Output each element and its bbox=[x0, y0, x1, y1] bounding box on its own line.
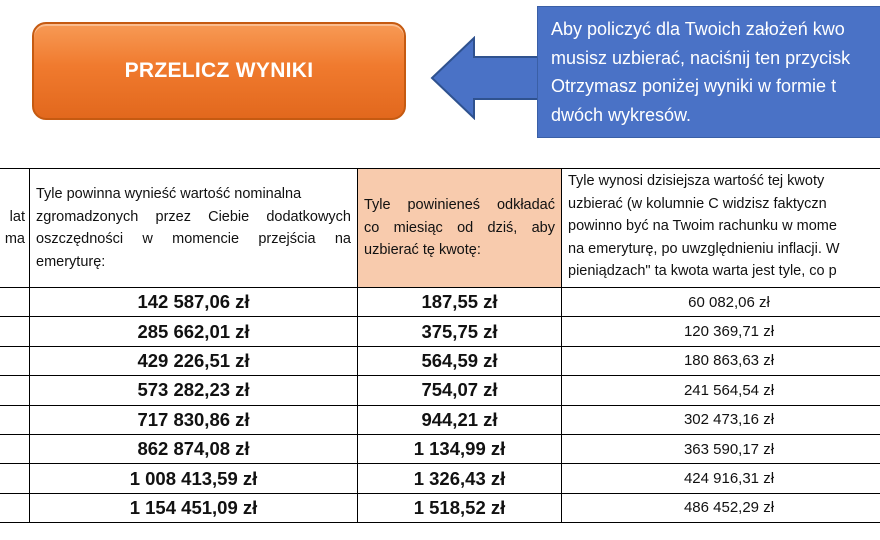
present-value-cell: 180 863,63 zł bbox=[562, 346, 880, 375]
table-row bbox=[0, 493, 880, 522]
nominal-value-cell: 573 282,23 zł bbox=[30, 376, 358, 405]
header-line: uzbierać tę kwotę: bbox=[364, 242, 481, 259]
monthly-saving-cell: 754,07 zł bbox=[358, 376, 562, 405]
header-line: pieniądzach" ta kwota warta jest tyle, co p bbox=[568, 263, 837, 279]
years-cell bbox=[0, 376, 30, 405]
table-row bbox=[0, 464, 880, 493]
present-value-cell: 363 590,17 zł bbox=[562, 434, 880, 463]
nominal-value-cell: 862 874,08 zł bbox=[30, 434, 358, 463]
years-cell bbox=[0, 405, 30, 434]
header-line: na emeryturę, po uwzględnieniu inflacji. W bbox=[568, 240, 840, 257]
header-line: powinno być na Twoim rachunku w mome bbox=[568, 218, 837, 234]
table-row bbox=[0, 405, 880, 434]
nominal-value-cell: 717 830,86 zł bbox=[30, 405, 358, 434]
header-line: co miesiąc od dziś, aby bbox=[364, 219, 555, 236]
present-value-cell: 120 369,71 zł bbox=[562, 317, 880, 346]
header-line: lat bbox=[9, 208, 25, 225]
callout-line: Aby policzyć dla Twoich założeń kwo bbox=[551, 19, 845, 39]
monthly-saving-cell: 564,59 zł bbox=[358, 346, 562, 375]
monthly-saving-cell: 1 518,52 zł bbox=[358, 493, 562, 522]
header-line: oszczędności w momencie przejścia na bbox=[36, 231, 351, 247]
table-row bbox=[0, 434, 880, 463]
header-line: Tyle powinna wynieść wartość nominalna bbox=[36, 186, 302, 202]
header-nominal-value bbox=[30, 169, 358, 288]
monthly-saving-cell: 944,21 zł bbox=[358, 405, 562, 434]
years-cell bbox=[0, 434, 30, 463]
header-line: uzbierać (w kolumnie C widzisz faktyczn bbox=[568, 195, 827, 212]
years-cell bbox=[0, 493, 30, 522]
monthly-saving-cell: 1 326,43 zł bbox=[358, 464, 562, 493]
nominal-value-cell: 285 662,01 zł bbox=[30, 317, 358, 346]
callout-line: Otrzymasz poniżej wyniki w formie t bbox=[551, 76, 837, 96]
header-line: Tyle powinieneś odkładać bbox=[364, 197, 555, 214]
header-years bbox=[0, 169, 30, 288]
left-arrow-icon bbox=[430, 36, 546, 120]
present-value-cell: 302 473,16 zł bbox=[562, 405, 880, 434]
nominal-value-cell: 142 587,06 zł bbox=[30, 288, 358, 317]
table-row bbox=[0, 376, 880, 405]
header-line: emeryturę: bbox=[36, 253, 106, 270]
table-row bbox=[0, 288, 880, 317]
present-value-cell: 424 916,31 zł bbox=[562, 464, 880, 493]
monthly-saving-cell: 187,55 zł bbox=[358, 288, 562, 317]
present-value-cell: 60 082,06 zł bbox=[562, 288, 880, 317]
table-row bbox=[0, 346, 880, 375]
header-line: ma bbox=[4, 231, 25, 247]
callout-line: dwóch wykresów. bbox=[551, 104, 692, 125]
instruction-callout bbox=[537, 6, 880, 138]
callout-line: musisz uzbierać, naciśnij ten przycisk bbox=[551, 47, 851, 68]
table-header-row bbox=[0, 169, 880, 288]
header-present-value bbox=[562, 169, 880, 288]
nominal-value-cell: 1 008 413,59 zł bbox=[30, 464, 358, 493]
results-table bbox=[0, 168, 880, 523]
monthly-saving-cell: 1 134,99 zł bbox=[358, 434, 562, 463]
nominal-value-cell: 429 226,51 zł bbox=[30, 346, 358, 375]
nominal-value-cell: 1 154 451,09 zł bbox=[30, 493, 358, 522]
recalculate-button[interactable]: PRZELICZ WYNIKI bbox=[32, 22, 406, 120]
years-cell bbox=[0, 317, 30, 346]
present-value-cell: 241 564,54 zł bbox=[562, 376, 880, 405]
years-cell bbox=[0, 346, 30, 375]
table-row bbox=[0, 317, 880, 346]
years-cell bbox=[0, 288, 30, 317]
monthly-saving-cell: 375,75 zł bbox=[358, 317, 562, 346]
header-line: Tyle wynosi dzisiejsza wartość tej kwoty bbox=[568, 173, 825, 189]
present-value-cell: 486 452,29 zł bbox=[562, 493, 880, 522]
header-line: zgromadzonych przez Ciebie dodatkowych bbox=[36, 208, 351, 225]
years-cell bbox=[0, 464, 30, 493]
header-monthly-saving bbox=[358, 169, 562, 288]
